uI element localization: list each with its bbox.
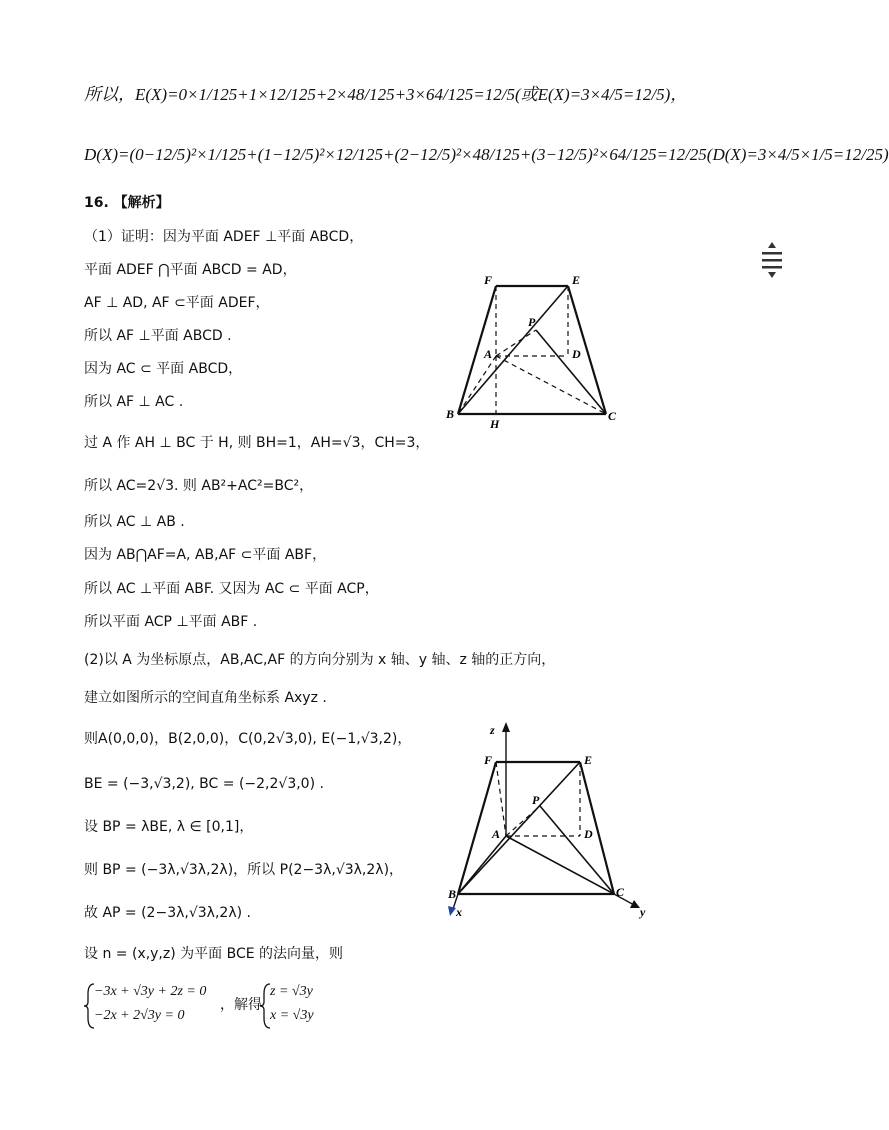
part2-line-2: 建立如图所示的空间直角坐标系 Axyz .	[84, 690, 327, 706]
figure-2-coordinate	[440, 718, 660, 918]
fig1-label-P: P	[528, 315, 536, 329]
proof-line-5: 因为 AC ⊂ 平面 ABCD，	[84, 361, 243, 377]
proof-line-2: 平面 ADEF ⋂平面 ABCD = AD，	[84, 262, 297, 278]
proof-line-11: 所以 AC ⊥平面 ABF. 又因为 AC ⊂ 平面 ACP，	[84, 581, 379, 597]
fig2-label-E: E	[584, 753, 593, 767]
part2-line-8: 设 n = (x,y,z) 为平面 BCE 的法向量，则	[84, 946, 344, 962]
proof-line-1: （1）证明：因为平面 ADEF ⊥平面 ABCD，	[84, 229, 364, 245]
expectation-line: 所以，E(X)=0×1/125+1×12/125+2×48/125+3×64/125=12/5(或E(X)=3×4/5=12/5)，	[84, 85, 688, 104]
part2-line-5: 设 BP = λBE, λ ∈ [0,1]，	[84, 819, 254, 835]
proof-line-6: 所以 AF ⊥ AC .	[84, 394, 184, 410]
equation-system	[84, 982, 504, 1032]
equation-1: −3x + √3y + 2z = 0	[94, 984, 207, 999]
fig2-label-B: B	[448, 887, 457, 901]
part2-line-7: 故 AP = (2−3λ,√3λ,2λ) .	[84, 905, 251, 921]
proof-line-8: 所以 AC=2√3. 则 AB²+AC²=BC²，	[84, 478, 314, 494]
fig2-label-z: z	[490, 723, 495, 737]
fig2-label-A: A	[492, 827, 501, 841]
proof-line-10: 因为 AB⋂AF=A, AB,AF ⊂平面 ABF，	[84, 547, 327, 563]
fig2-label-D: D	[584, 827, 593, 841]
fig2-label-F: F	[484, 753, 493, 767]
fig2-label-x: x	[456, 905, 462, 919]
proof-line-7: 过 A 作 AH ⊥ BC 于 H, 则 BH=1，AH=√3，CH=3，	[84, 435, 430, 451]
part2-line-3: 则A(0,0,0)，B(2,0,0)，C(0,2√3,0), E(−1,√3,2)，	[84, 731, 412, 747]
fig1-label-H: H	[490, 417, 500, 431]
proof-line-4: 所以 AF ⊥平面 ABCD .	[84, 328, 232, 344]
proof-line-12: 所以平面 ACP ⊥平面 ABF .	[84, 614, 258, 630]
fig1-label-A: A	[484, 347, 493, 361]
solution-1: z = √3y	[270, 984, 313, 999]
proof-line-9: 所以 AC ⊥ AB .	[84, 514, 185, 530]
part2-line-4: BE = (−3,√3,2), BC = (−2,2√3,0) .	[84, 776, 324, 792]
fig2-label-P: P	[532, 793, 540, 807]
solution-2: x = √3y	[270, 1008, 314, 1023]
fig2-label-y: y	[640, 905, 646, 919]
fig2-label-C: C	[616, 885, 625, 899]
proof-line-3: AF ⊥ AD, AF ⊂平面 ADEF，	[84, 295, 270, 311]
part2-line-6: 则 BP = (−3λ,√3λ,2λ)，所以 P(2−3λ,√3λ,2λ)，	[84, 862, 404, 878]
fig1-label-B: B	[446, 407, 455, 421]
fig1-label-C: C	[608, 409, 617, 423]
figure-1-geometry	[440, 272, 630, 432]
scroll-updown-icon[interactable]	[760, 240, 784, 280]
fig1-label-D: D	[572, 347, 581, 361]
equation-2: −2x + 2√3y = 0	[94, 1008, 185, 1023]
problem-16-heading: 16. 【解析】	[84, 195, 170, 211]
fig1-label-E: E	[572, 273, 581, 287]
fig1-label-F: F	[484, 273, 493, 287]
part2-line-1: (2)以 A 为坐标原点，AB,AC,AF 的方向分别为 x 轴、y 轴、z 轴的正方向，	[84, 652, 556, 668]
solve-text: ，解得	[220, 997, 262, 1013]
variance-line: D(X)=(0−12/5)²×1/125+(1−12/5)²×12/125+(2−12/5)²×48/125+(3−12/5)²×64/125=12/25(D(X)=3×4/5×1/5=12/25)	[84, 145, 889, 164]
